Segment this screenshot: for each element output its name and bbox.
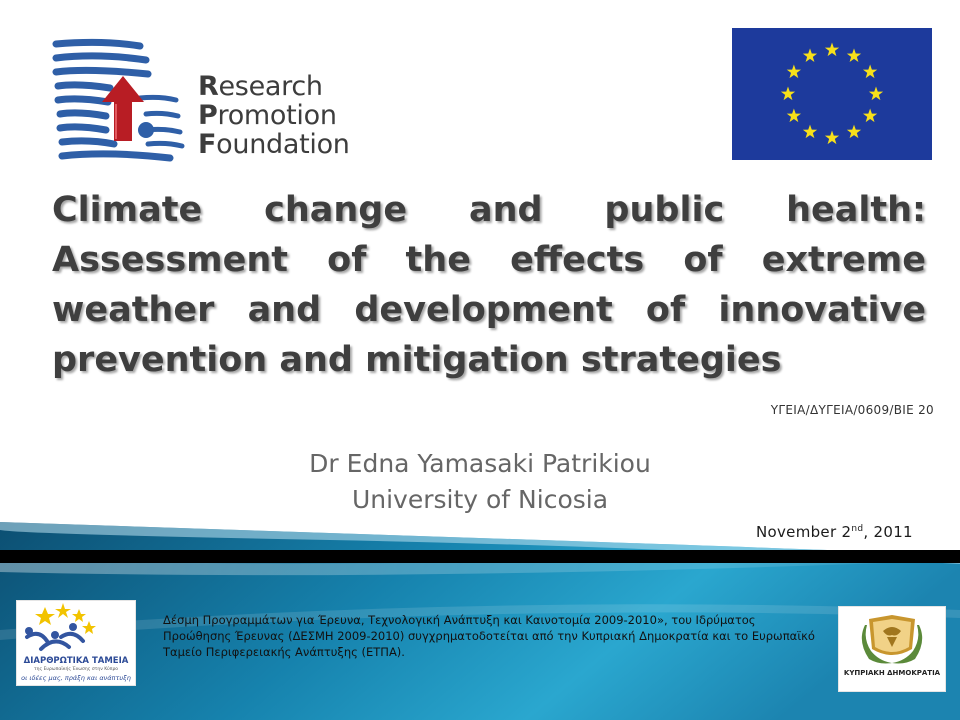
date-ordinal-suffix: nd (851, 524, 864, 534)
cyprus-caption: ΚΥΠΡΙΑΚΗ ΔΗΜΟΚΡΑΤΙΑ (843, 669, 941, 677)
structural-funds-logo (16, 600, 136, 686)
star-people-icon (17, 601, 135, 661)
structural-funds-subcaption: της Ευρωπαϊκής Ένωσης στην Κύπρο (33, 667, 119, 672)
presentation-date: November 2nd, 2011 (756, 523, 913, 541)
slide-title: Climate change and public health: Assessment of the effects of extreme weather and development of innovative prevention and mitigation strategies (52, 190, 926, 380)
affiliation: University of Nicosia (351, 485, 609, 514)
cyprus-coat-of-arms-icon (839, 607, 945, 671)
author-name: Dr Edna Yamasaki Patrikiou (309, 449, 651, 478)
structural-funds-tagline: οι ιδέες μας, πράξη και ανάπτυξη (21, 674, 131, 682)
rpf-wordmark (198, 72, 350, 159)
rpf-stripes-arrow-icon (48, 38, 188, 166)
rpf-line-promotion: Promotion (198, 100, 337, 131)
rpf-line-research: Research (198, 71, 323, 102)
rpf-line-foundation: Foundation (198, 129, 350, 160)
eu-flag-icon (732, 28, 932, 160)
funding-note: Δέσμη Προγραμμάτων για Έρευνα, Τεχνολογική Ανάπτυξη και Καινοτομία 2009-2010», του Ιδρύματος Προώθησης Έρευνας (ΔΕΣΜΗ 2009-2010) συγχρηματοδοτείται από την Κυπριακή Δημοκρατία και το Ευρωπαϊκό Ταμείο Περιφερειακής Ανάπτυξης (ΕΤΠΑ). (163, 613, 815, 659)
structural-funds-caption: ΔΙΑΡΘΡΩΤΙΚΑ ΤΑΜΕΙΑ (23, 656, 129, 666)
republic-of-cyprus-logo (838, 606, 946, 692)
project-code: ΥΓΕΙΑ/ΔΥΓΕΙΑ/0609/BIE 20 (770, 403, 934, 417)
research-promotion-foundation-logo (48, 38, 368, 166)
